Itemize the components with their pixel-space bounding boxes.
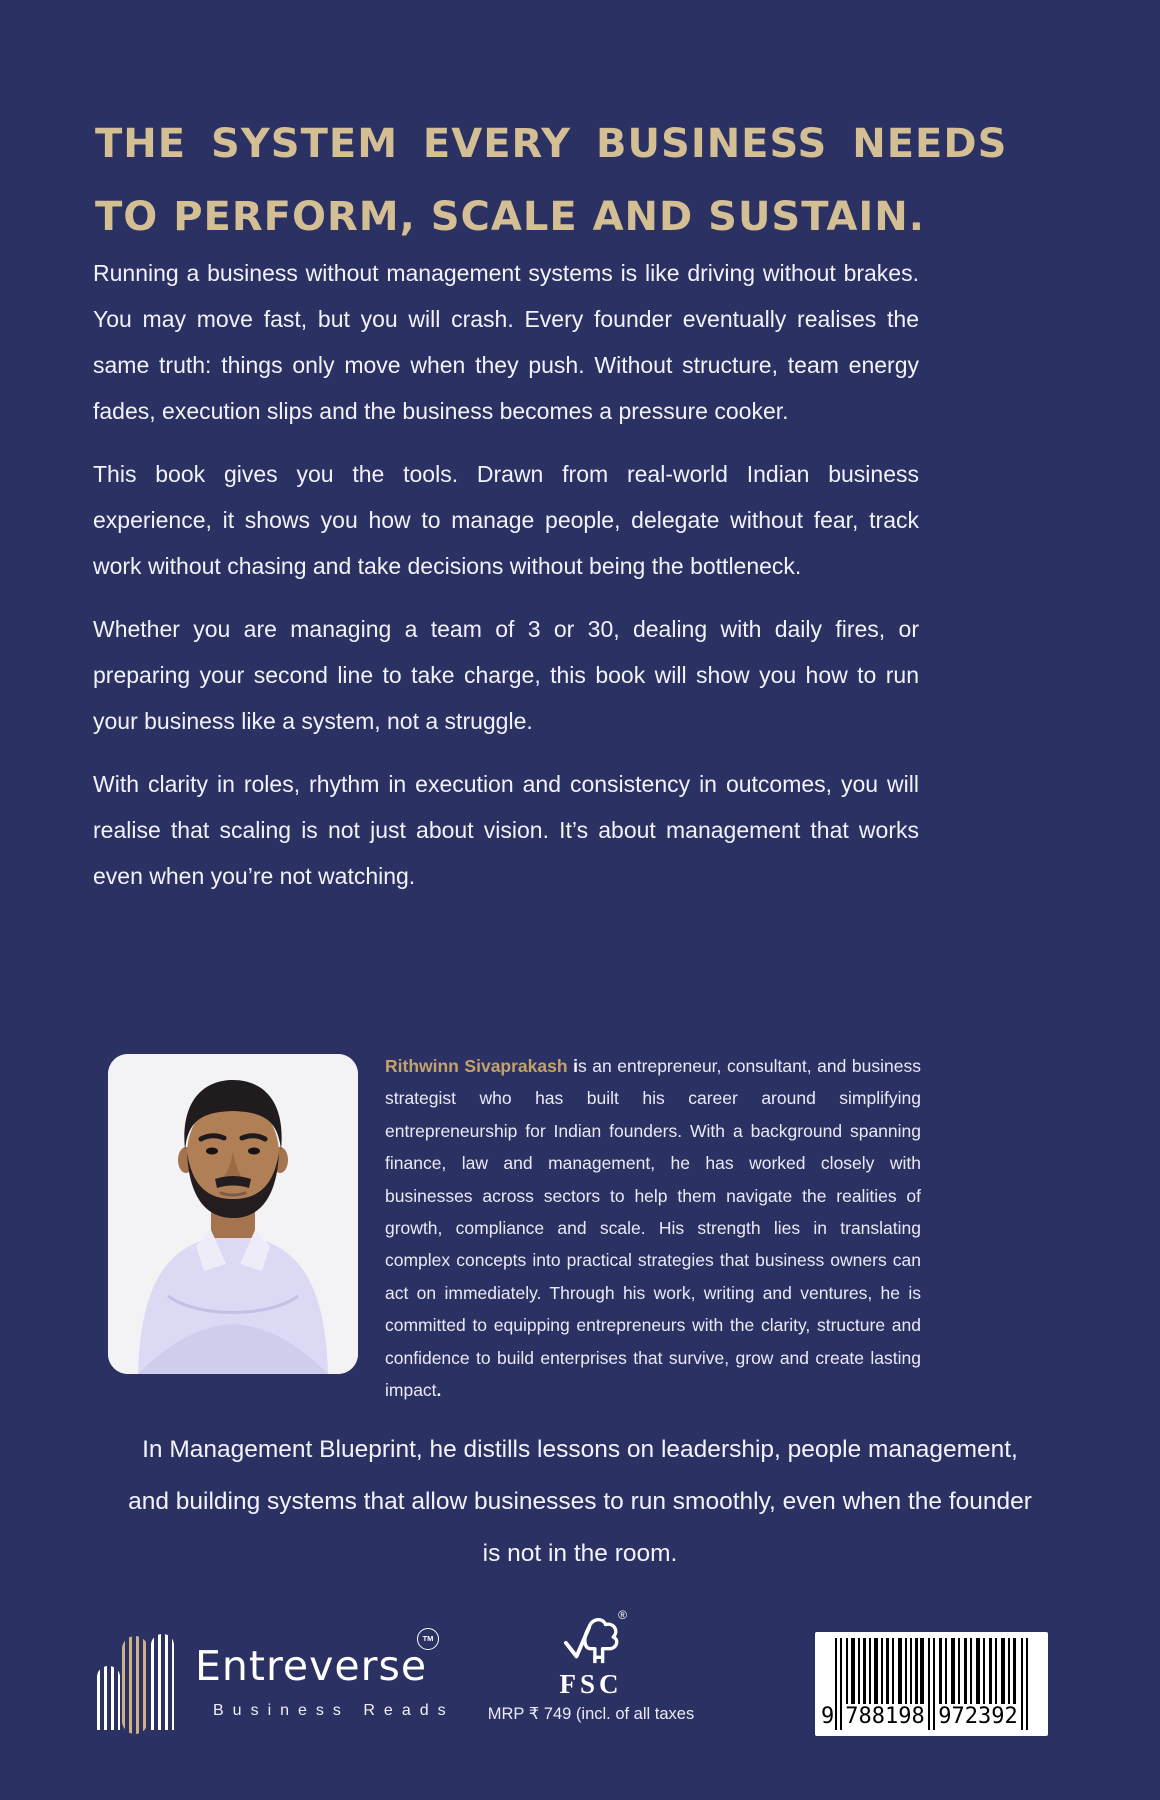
- publisher-logo: [95, 1626, 455, 1742]
- author-bio-bold-i: i: [573, 1056, 578, 1076]
- author-name: Rithwinn Sivaprakash: [385, 1056, 568, 1076]
- author-bio-text: s an entrepreneur, consultant, and business strategist who has built his career around simplifying entrepreneurship for Indian founders. With a background spanning finance, law and management, he has worked closely with businesses across sectors to help them navigate the realities of growth, compliance and scale. His strength lies in translating complex concepts into practical strategies that business owners can act on immediately. Through his work, writing and ventures, he is committed to equipping entrepreneurs with the clarity, structure and confidence to build enterprises that survive, grow and create lasting impact: [385, 1056, 921, 1401]
- author-section: [108, 1050, 921, 1401]
- book-spines-icon: [95, 1632, 177, 1736]
- book-spine-middle: [122, 1636, 148, 1734]
- publisher-tagline: Business Reads: [213, 1702, 455, 1719]
- synopsis-paragraph-4: With clarity in roles, rhythm in execution and consistency in outcomes, you will realise that scaling is not just about vision. It’s about management that works even when you’re not watching.: [93, 771, 919, 889]
- price-text: MRP ₹ 749 (incl. of all taxes: [487, 1705, 695, 1723]
- isbn-barcode: [815, 1632, 1048, 1736]
- trademark-badge: TM: [417, 1628, 439, 1650]
- author-portrait-illustration: [108, 1054, 358, 1374]
- publisher-name: Entreverse: [195, 1642, 428, 1690]
- synopsis-paragraph-3: Whether you are managing a team of 3 or 30, dealing with daily fires, or preparing your second line to take charge, this book will show you how to run your business like a system, not a struggle.: [93, 616, 919, 734]
- book-spine-right: [151, 1634, 174, 1730]
- fsc-label: FSC: [559, 1669, 623, 1699]
- book-spine-left: [97, 1666, 120, 1730]
- closing-paragraph: In Management Blueprint, he distills lessons on leadership, people management, and building systems that allow businesses to run smoothly, even when the founder is not in the room.: [128, 1436, 1032, 1567]
- fsc-tree-checkmark-icon: [559, 1608, 627, 1668]
- headline: [95, 108, 1008, 254]
- fsc-certification: [462, 1610, 720, 1724]
- isbn-digit-left: 9: [821, 1704, 835, 1729]
- author-photo: [108, 1054, 358, 1374]
- isbn-digits: [815, 1704, 1048, 1734]
- synopsis-paragraph-2: This book gives you the tools. Drawn from real-world Indian business experience, it shows you how to manage people, delegate without fear, track work without chasing and take decisions without being the bottleneck.: [93, 461, 919, 579]
- headline-line-1: THE SYSTEM EVERY BUSINESS NEEDS: [95, 121, 1008, 167]
- headline-line-2: TO PERFORM, SCALE AND SUSTAIN.: [95, 194, 925, 240]
- author-bio-period: .: [436, 1380, 442, 1401]
- author-bio: [385, 1050, 921, 1406]
- isbn-digit-group-1: 788198: [845, 1704, 925, 1729]
- synopsis: [93, 250, 919, 916]
- synopsis-paragraph-1: Running a business without management systems is like driving without brakes. You may move fast, but you will crash. Every founder eventually realises the same truth: things only move when they push. Without structure, team energy fades, execution slips and the business becomes a pressure cooker.: [93, 260, 919, 424]
- isbn-digit-group-2: 972392: [938, 1704, 1018, 1729]
- registered-mark: ®: [618, 1608, 627, 1622]
